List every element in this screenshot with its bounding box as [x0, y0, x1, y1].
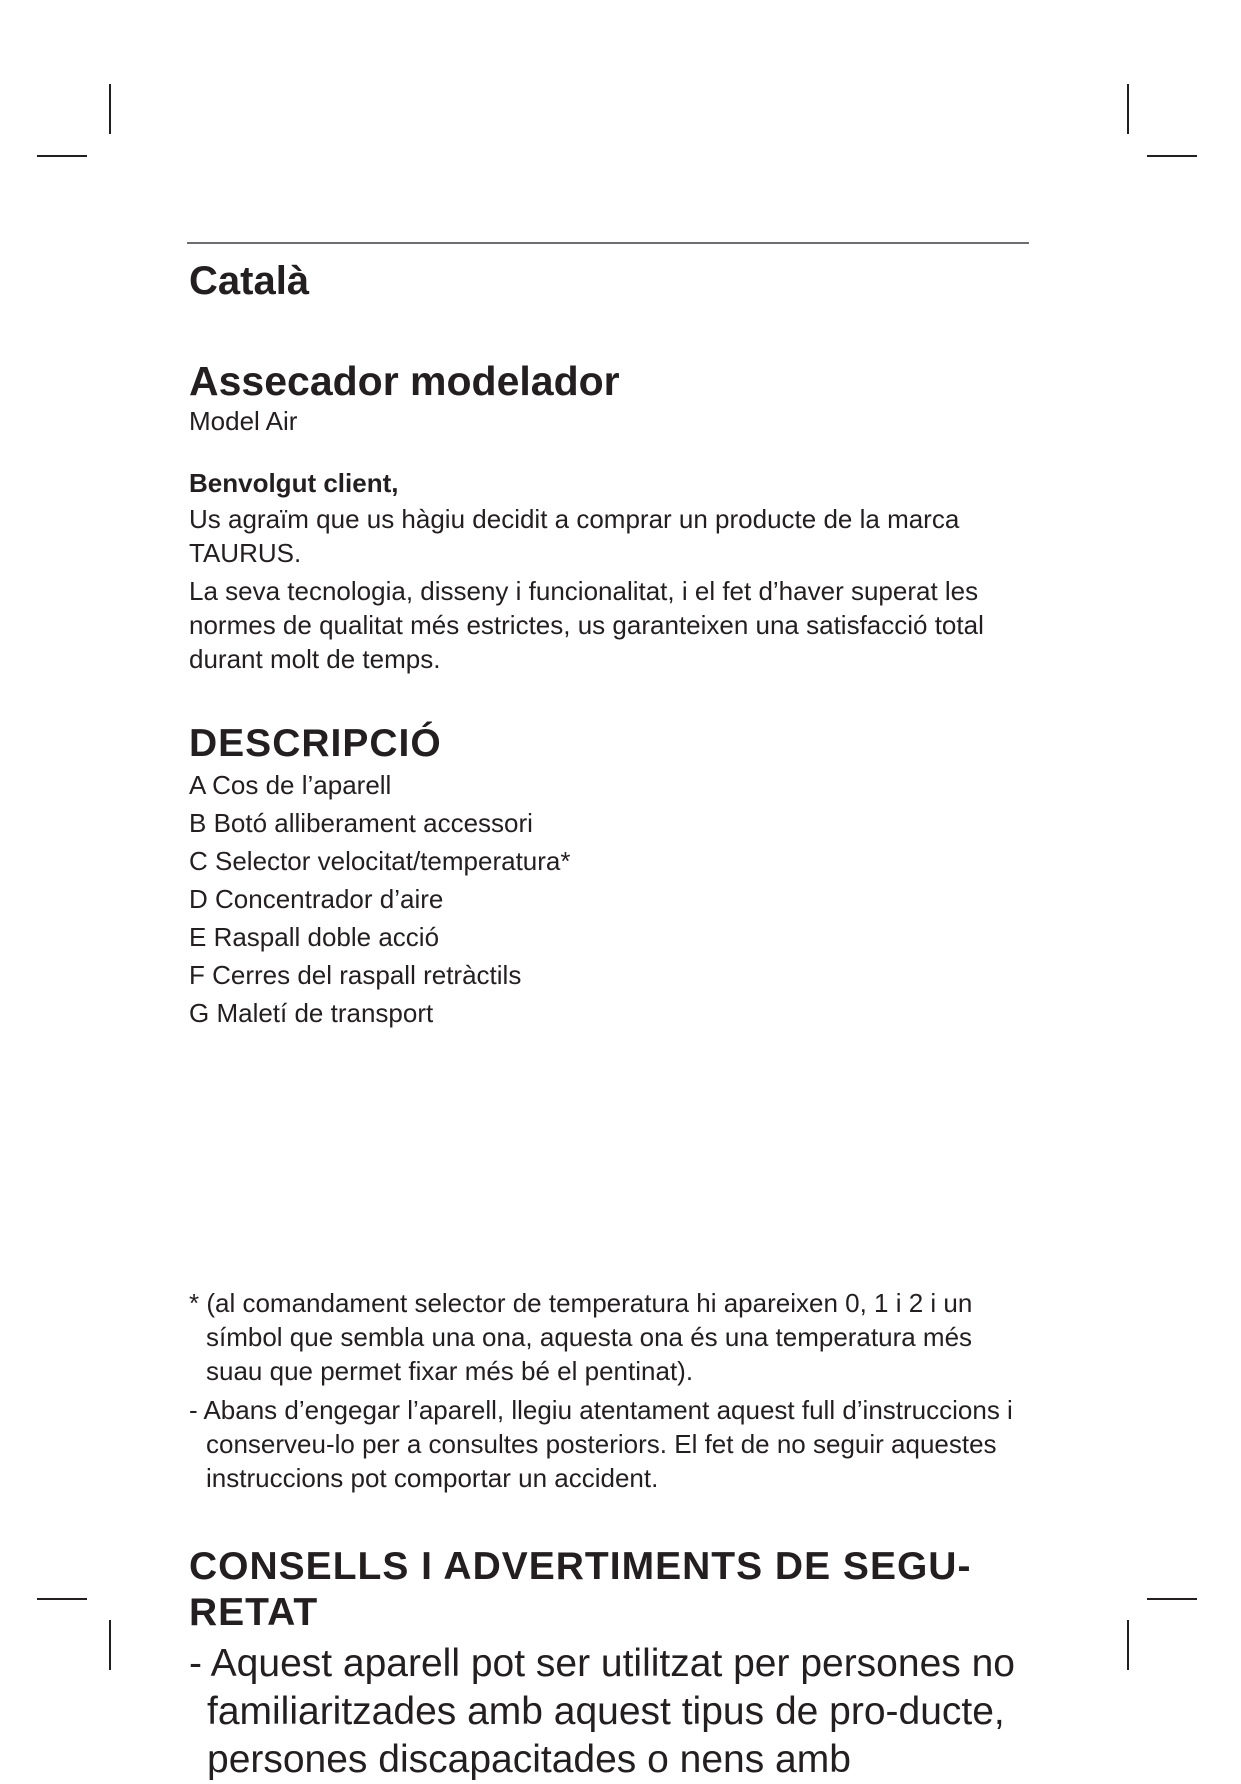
list-item: E Raspall doble acció — [189, 922, 440, 952]
page-content — [189, 254, 1029, 1781]
product-title: Assecador modelador — [189, 358, 620, 404]
list-item: B Botó alliberament accessori — [189, 808, 533, 838]
greeting: Benvolgut client, — [189, 468, 399, 498]
list-item: A Cos de l’aparell — [189, 770, 392, 800]
crop-mark-top-left-vertical — [109, 84, 111, 134]
description-footnote: * (al comandament selector de temperatura hi apareixen 0, 1 i 2 i un símbol que sembla una ona, aquesta ona és una temperatura més suau que permet fixar més bé el pentinat). — [189, 1288, 973, 1386]
crop-mark-top-left-horizontal — [37, 155, 87, 157]
list-item: D Concentrador d’aire — [189, 884, 444, 914]
safety-text: - Aquest aparell pot ser utilitzat per persones no familiaritzades amb aquest tipus de pro-ducte, persones discapacitades o nens amb — [189, 1642, 1015, 1781]
crop-mark-bottom-left-vertical — [109, 1620, 111, 1670]
instructions-note: - Abans d’engegar l’aparell, llegiu atentament aquest full d’instruccions i conserveu-lo per a consultes posteriors. El fet de no seguir aquestes instruccions pot comportar un accident. — [189, 1395, 1013, 1493]
crop-mark-top-right-horizontal — [1147, 155, 1197, 157]
crop-mark-bottom-right-vertical — [1127, 1620, 1129, 1670]
description-heading: DESCRIPCIÓ — [189, 722, 442, 765]
language-title: Català — [189, 259, 310, 303]
list-item: F Cerres del raspall retràctils — [189, 960, 522, 990]
crop-mark-bottom-left-horizontal — [37, 1598, 87, 1600]
crop-mark-bottom-right-horizontal — [1147, 1598, 1197, 1600]
description-list — [189, 766, 571, 1032]
list-item: G Maletí de transport — [189, 998, 434, 1028]
list-item: C Selector velocitat/temperatura* — [189, 846, 571, 876]
safety-heading: CONSELLS I ADVERTIMENTS DE SEGU-RETAT — [189, 1545, 972, 1634]
intro-paragraph-1: Us agraïm que us hàgiu decidit a comprar un producte de la marca TAURUS. — [189, 504, 960, 568]
intro-paragraph-2: La seva tecnologia, disseny i funcionalitat, i el fet d’haver superat les normes de qualitat més estrictes, us garanteixen una satisfacció total durant molt de temps. — [189, 576, 984, 674]
model-name: Model Air — [189, 406, 298, 436]
header-rule — [187, 242, 1029, 244]
crop-mark-top-right-vertical — [1127, 84, 1129, 134]
